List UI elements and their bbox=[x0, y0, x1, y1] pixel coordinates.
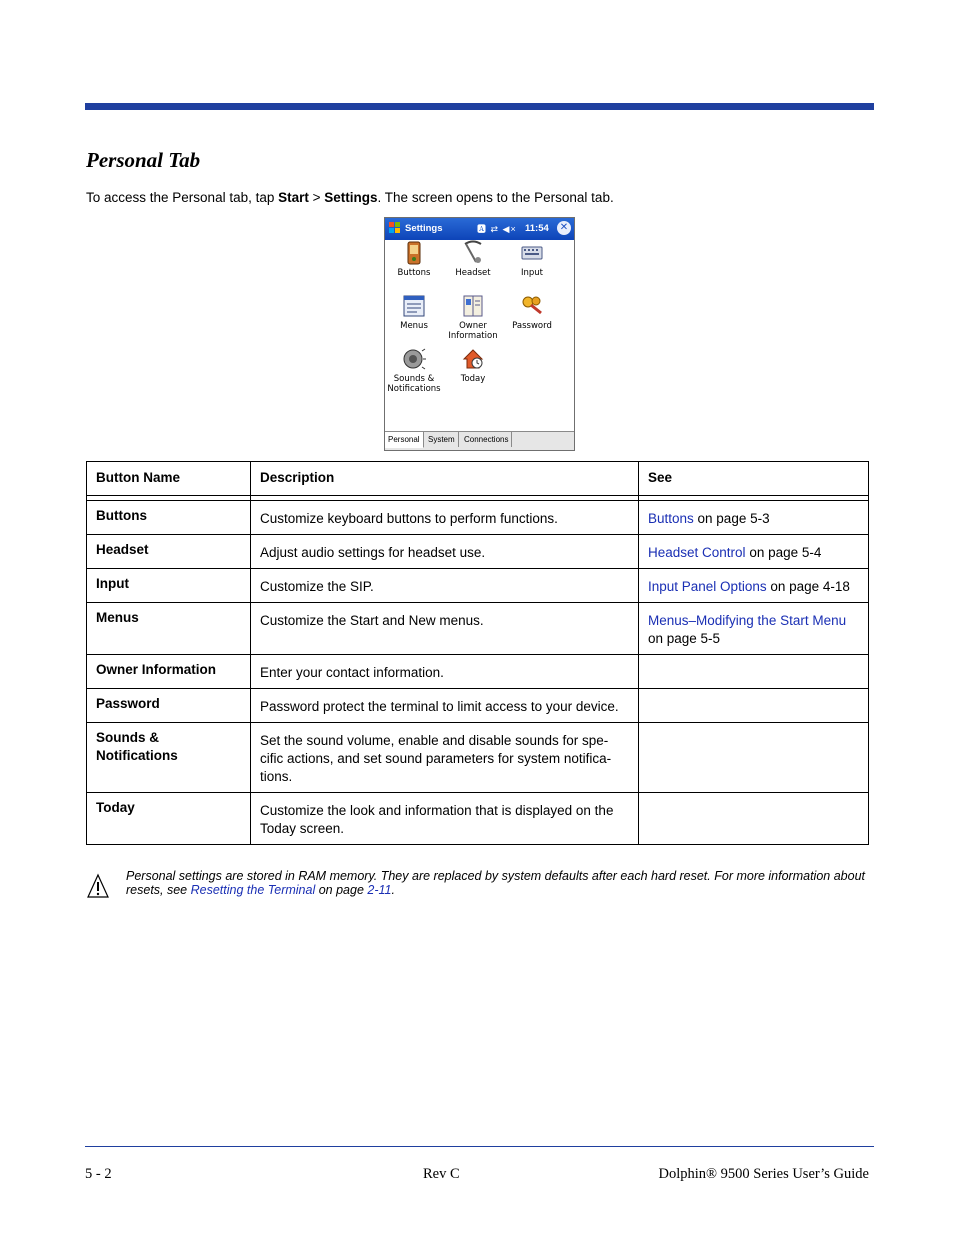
guide-title: Dolphin® 9500 Series User’s Guide bbox=[658, 1166, 869, 1182]
device-titlebar bbox=[385, 218, 574, 240]
password-app[interactable] bbox=[503, 293, 561, 331]
table-row bbox=[87, 689, 869, 723]
sounds-notifications-app[interactable] bbox=[385, 346, 443, 394]
row-description: Set the sound volume, enable and disable sounds for spe-cific actions, and set sound parameters for system notifica-tions. bbox=[251, 723, 639, 793]
caution-icon bbox=[86, 872, 110, 900]
close-icon[interactable]: ✕ bbox=[557, 221, 571, 235]
row-description: Password protect the terminal to limit access to your device. bbox=[251, 689, 639, 723]
input-app[interactable] bbox=[503, 240, 561, 278]
settings-screenshot bbox=[384, 217, 575, 451]
headset-app[interactable] bbox=[444, 240, 502, 278]
table-row bbox=[87, 535, 869, 569]
today-app[interactable] bbox=[444, 346, 502, 384]
speaker-icon bbox=[401, 346, 427, 372]
tab-system[interactable]: System bbox=[425, 432, 459, 447]
owner-information-icon bbox=[460, 293, 486, 319]
buttons-icon bbox=[401, 240, 427, 266]
table-row bbox=[87, 723, 869, 793]
device-title: Settings bbox=[405, 223, 443, 234]
tab-personal[interactable]: Personal bbox=[385, 432, 424, 448]
see-link[interactable]: Buttons bbox=[648, 511, 694, 526]
row-name: Owner Information bbox=[87, 655, 251, 689]
table-row bbox=[87, 501, 869, 535]
see-link[interactable]: Input Panel Options bbox=[648, 579, 767, 594]
see-link[interactable]: Headset Control bbox=[648, 545, 746, 560]
row-see: Menus–Modifying the Start Menu on page 5-5 bbox=[639, 603, 869, 655]
menus-app[interactable] bbox=[385, 293, 443, 331]
page-number: 5 - 2 bbox=[85, 1166, 112, 1182]
row-see bbox=[639, 793, 869, 845]
row-see bbox=[639, 655, 869, 689]
app-label: Menus bbox=[400, 321, 428, 331]
windows-start-icon[interactable] bbox=[388, 221, 402, 235]
buttons-app[interactable] bbox=[385, 240, 443, 278]
app-label: Owner Information bbox=[448, 321, 498, 341]
resetting-terminal-link[interactable]: Resetting the Terminal bbox=[190, 883, 316, 897]
device-clock: 11:54 bbox=[525, 223, 549, 234]
personal-tab-table bbox=[86, 461, 869, 845]
row-see: Buttons on page 5-3 bbox=[639, 501, 869, 535]
app-label: Headset bbox=[455, 268, 491, 278]
header-button-name: Button Name bbox=[87, 462, 251, 496]
row-description: Customize the SIP. bbox=[251, 569, 639, 603]
settings-term: Settings bbox=[324, 190, 378, 205]
app-label: Today bbox=[460, 374, 486, 384]
today-icon bbox=[460, 346, 486, 372]
status-icons: 🅰 ⇄ ◀× bbox=[477, 224, 517, 234]
row-name: Password bbox=[87, 689, 251, 723]
row-name: Input bbox=[87, 569, 251, 603]
table-row bbox=[87, 603, 869, 655]
page-link[interactable]: 2-11 bbox=[367, 883, 392, 897]
row-name: Today bbox=[87, 793, 251, 845]
keys-icon bbox=[519, 293, 545, 319]
row-description: Enter your contact information. bbox=[251, 655, 639, 689]
row-see bbox=[639, 723, 869, 793]
row-name: Headset bbox=[87, 535, 251, 569]
see-link[interactable]: Menus–Modifying the Start Menu bbox=[648, 613, 847, 628]
keyboard-icon bbox=[519, 240, 545, 266]
row-see: Input Panel Options on page 4-18 bbox=[639, 569, 869, 603]
app-label: Buttons bbox=[397, 268, 431, 278]
menus-icon bbox=[401, 293, 427, 319]
row-name: Buttons bbox=[87, 501, 251, 535]
table-row bbox=[87, 655, 869, 689]
row-description: Customize the look and information that is displayed on the Today screen. bbox=[251, 793, 639, 845]
table-header-row bbox=[87, 462, 869, 496]
tab-connections[interactable]: Connections bbox=[461, 432, 512, 447]
table-row bbox=[87, 569, 869, 603]
row-name: Menus bbox=[87, 603, 251, 655]
headset-icon bbox=[460, 240, 486, 266]
revision: Rev C bbox=[423, 1166, 460, 1182]
top-rule bbox=[85, 103, 874, 110]
start-term: Start bbox=[278, 190, 309, 205]
row-description: Adjust audio settings for headset use. bbox=[251, 535, 639, 569]
device-tab-bar bbox=[385, 431, 574, 450]
app-label: Input bbox=[520, 268, 543, 278]
app-label: Password bbox=[512, 321, 552, 331]
row-see bbox=[639, 689, 869, 723]
app-label: Sounds & Notifications bbox=[387, 374, 441, 394]
row-name: Sounds & Notifications bbox=[87, 723, 251, 793]
owner-information-app[interactable] bbox=[444, 293, 502, 341]
header-description: Description bbox=[251, 462, 639, 496]
intro-paragraph: To access the Personal tab, tap Start > Settings. The screen opens to the Personal tab. bbox=[86, 190, 614, 205]
caution-note: Personal settings are stored in RAM memory. They are replaced by system defaults after each hard reset. For more information about resets, see Resetting the Terminal on page 2-11. bbox=[126, 869, 865, 897]
row-description: Customize keyboard buttons to perform functions. bbox=[251, 501, 639, 535]
section-title: Personal Tab bbox=[86, 148, 201, 172]
header-see: See bbox=[639, 462, 869, 496]
row-see: Headset Control on page 5-4 bbox=[639, 535, 869, 569]
bottom-rule bbox=[85, 1146, 874, 1147]
row-description: Customize the Start and New menus. bbox=[251, 603, 639, 655]
table-row bbox=[87, 793, 869, 845]
